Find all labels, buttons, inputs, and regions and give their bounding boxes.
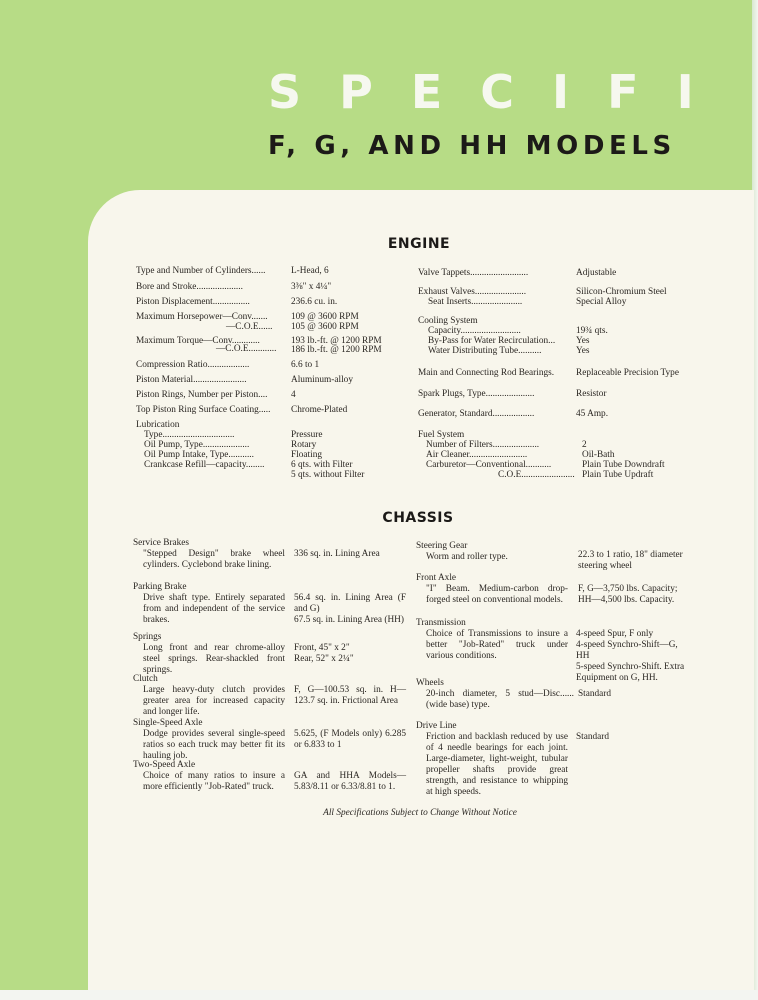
spec-label: Oil Pump, Type.................... — [144, 440, 250, 450]
chassis-item — [133, 718, 285, 762]
chassis-value-text: 4-speed Synchro-Shift—G, HH — [576, 640, 678, 661]
spec-value: 45 Amp. — [576, 409, 609, 419]
chassis-value-text: Rear, 52" x 2¼" — [294, 654, 354, 664]
chassis-value — [294, 729, 406, 751]
chassis-value-text: 4-speed Spur, F only — [576, 629, 654, 639]
spec-label: Top Piston Ring Surface Coating..... — [136, 405, 271, 415]
spec-label: Oil Pump Intake, Type........... — [144, 450, 254, 460]
chassis-value — [294, 549, 414, 560]
spec-label: Air Cleaner......................... — [426, 450, 528, 460]
spec-label: Compression Ratio.................. — [136, 360, 250, 370]
spec-value: Resistor — [576, 389, 607, 399]
chassis-item — [133, 538, 285, 571]
chassis-item-head: Drive Line — [416, 721, 457, 731]
footer-note: All Specifications Subject to Change Without Notice — [323, 808, 517, 818]
chassis-value-text: 67.5 sq. in. Lining Area (HH) — [294, 615, 404, 625]
big-title: SPECIFI — [268, 65, 732, 119]
spec-label: Spark Plugs, Type..................... — [418, 389, 535, 399]
spec-value: Pressure — [291, 430, 323, 440]
chassis-item-desc: "I" Beam. Medium-carbon drop-forged steel on conventional models. — [426, 584, 568, 605]
spec-value: Adjustable — [576, 268, 617, 278]
chassis-item — [416, 618, 568, 662]
chassis-item-desc: Choice of many ratios to insure a more efficiently "Job-Rated" truck. — [143, 771, 285, 792]
chassis-item-head: Two-Speed Axle — [133, 760, 196, 770]
spec-value: L-Head, 6 — [291, 266, 329, 276]
spec-value: Floating — [291, 450, 322, 460]
spec-value: Rotary — [291, 440, 317, 450]
spec-value: Plain Tube Downdraft — [582, 460, 665, 470]
spec-subvalue: 186 lb.-ft. @ 1200 RPM — [291, 345, 382, 355]
spec-label: Number of Filters.................... — [426, 440, 540, 450]
spec-label: Piston Displacement................ — [136, 297, 250, 307]
chassis-value-text: Standard — [576, 732, 610, 742]
spec-value: 4 — [291, 390, 296, 400]
spec-value: 6 qts. with Filter — [291, 460, 353, 470]
chassis-item-head: Front Axle — [416, 573, 457, 583]
chassis-item — [133, 632, 285, 676]
fuel-head: Fuel System — [418, 430, 465, 440]
spec-value: 2 — [582, 440, 587, 450]
chassis-item-desc: Choice of Transmissions to insure a better "Job-Rated" truck under various conditions. — [426, 629, 568, 661]
spec-value: 236.6 cu. in. — [291, 297, 338, 307]
spec-label: Piston Rings, Number per Piston.... — [136, 390, 268, 400]
spec-value: Yes — [576, 336, 590, 346]
spec-label: Valve Tappets......................... — [418, 268, 529, 278]
chassis-item-desc: Worm and roller type. — [426, 552, 508, 562]
chassis-value — [294, 771, 406, 793]
spec-label: Maximum Horsepower—Conv....... — [136, 312, 268, 322]
spec-sublabel: —C.O.E...... — [226, 322, 273, 332]
chassis-value-text: F, G—3,750 lbs. Capacity; HH—4,500 lbs. Capacity. — [578, 584, 678, 605]
spec-value: 193 lb.-ft. @ 1200 RPM — [291, 336, 382, 346]
spec-label: Main and Connecting Rod Bearings. — [418, 368, 555, 378]
spec-value: Chrome-Plated — [291, 405, 348, 415]
chassis-value-text: 336 sq. in. Lining Area — [294, 549, 380, 559]
chassis-item-head: Steering Gear — [416, 541, 468, 551]
spec-sublabel: —C.O.E............ — [216, 344, 277, 354]
engine-title: ENGINE — [387, 236, 451, 252]
spec-label: Bore and Stroke.................... — [136, 282, 243, 292]
chassis-item-desc: Friction and backlash reduced by use of 4 needle bearings for each joint. Large-diameter, light-weight, tubular propeller shafts provide great strength, and resistance to whipping at high speeds. — [426, 732, 568, 797]
chassis-value — [578, 689, 678, 700]
chassis-value-text: F, G—100.53 sq. in. H—123.7 sq. in. Frictional Area — [294, 685, 406, 706]
chassis-item — [416, 541, 568, 563]
chassis-item-head: Springs — [133, 632, 162, 642]
chassis-value — [578, 584, 690, 606]
chassis-value — [294, 643, 414, 665]
chassis-item-head: Service Brakes — [133, 538, 190, 548]
chassis-value-text: GA and HHA Models—5.83/8.11 or 6.33/8.81 to 1. — [294, 771, 406, 792]
spec-subvalue: Special Alloy — [576, 297, 627, 307]
chassis-item-head: Parking Brake — [133, 582, 187, 592]
spec-label: Maximum Torque—Conv............ — [136, 336, 260, 346]
chassis-value-text: Front, 45" x 2" — [294, 643, 350, 653]
spec-value: 5 qts. without Filter — [291, 470, 365, 480]
chassis-value — [576, 629, 688, 684]
spec-label: Type............................... — [144, 430, 235, 440]
spec-value: 6.6 to 1 — [291, 360, 320, 370]
chassis-item — [133, 674, 285, 718]
spec-label: Generator, Standard.................. — [418, 409, 535, 419]
chassis-item-desc: 20-inch diameter, 5 stud—Disc...... (wide base) type. — [426, 689, 574, 710]
chassis-value-text: 56.4 sq. in. Lining Area (F and G) — [294, 593, 406, 614]
spec-sublabel: Seat Inserts...................... — [428, 297, 523, 307]
spec-value: 3⅜" x 4¼" — [291, 282, 332, 292]
chassis-item-head: Wheels — [416, 678, 444, 688]
spec-label: Carburetor—Conventional........... — [426, 460, 552, 470]
chassis-item-head: Single-Speed Axle — [133, 718, 203, 728]
spec-value: 109 @ 3600 RPM — [291, 312, 359, 322]
spec-label: By-Pass for Water Recirculation... — [428, 336, 556, 346]
cooling-head: Cooling System — [418, 316, 478, 326]
chassis-item — [133, 760, 285, 793]
chassis-item-desc: Large heavy-duty clutch provides greater area for increased capacity and longer life. — [143, 685, 285, 717]
spec-value: Oil-Bath — [582, 450, 615, 460]
spec-label: Exhaust Valves...................... — [418, 287, 527, 297]
chassis-item-desc: Dodge provides several single-speed ratios so each truck may better fit its hauling job. — [143, 729, 285, 761]
spec-value: Yes — [576, 346, 590, 356]
chassis-value-text: 5.625, (F Models only) 6.285 or 6.833 to 1 — [294, 729, 406, 750]
chassis-item-desc: "Stepped Design" brake wheel cylinders. Cyclebond brake lining. — [143, 549, 285, 570]
lubrication-head: Lubrication — [136, 420, 180, 430]
chassis-item — [133, 582, 285, 626]
spec-value: Plain Tube Updraft — [582, 470, 654, 480]
chassis-item-head: Clutch — [133, 674, 158, 684]
chassis-item-desc: Drive shaft type. Entirely separated from and independent of the service brakes. — [143, 593, 285, 625]
spec-label: Capacity.......................... — [428, 326, 521, 336]
chassis-value-text: Standard — [578, 689, 612, 699]
chassis-value — [578, 550, 690, 572]
page-edge-bottom — [0, 990, 758, 1000]
chassis-item-desc: Long front and rear chrome-alloy steel springs. Rear-shackled front springs. — [143, 643, 285, 675]
chassis-item — [416, 678, 574, 711]
spec-value: 19¾ qts. — [576, 326, 608, 336]
chassis-item — [416, 573, 568, 606]
chassis-item-head: Transmission — [416, 618, 466, 628]
models-subtitle: F, G, AND HH MODELS — [268, 131, 676, 161]
spec-label: C.O.E....................... — [498, 470, 575, 480]
chassis-value-text: 5-speed Synchro-Shift. Extra Equipment on G, HH. — [576, 662, 685, 683]
spec-value: Silicon-Chromium Steel — [576, 287, 667, 297]
chassis-item — [416, 721, 568, 798]
chassis-value-text: 22.3 to 1 ratio, 18" diameter steering wheel — [578, 550, 683, 571]
spec-label: Crankcase Refill—capacity........ — [144, 460, 265, 470]
spec-subvalue: 105 @ 3600 RPM — [291, 322, 359, 332]
chassis-value — [576, 732, 676, 743]
spec-label: Type and Number of Cylinders...... — [136, 266, 266, 276]
spec-label: Piston Material....................... — [136, 375, 247, 385]
spec-label: Water Distributing Tube.......... — [428, 346, 542, 356]
chassis-title: CHASSIS — [382, 510, 454, 526]
spec-value: Replaceable Precision Type — [576, 368, 679, 378]
spec-value: Aluminum-alloy — [291, 375, 353, 385]
chassis-value — [294, 593, 406, 626]
chassis-value — [294, 685, 406, 707]
